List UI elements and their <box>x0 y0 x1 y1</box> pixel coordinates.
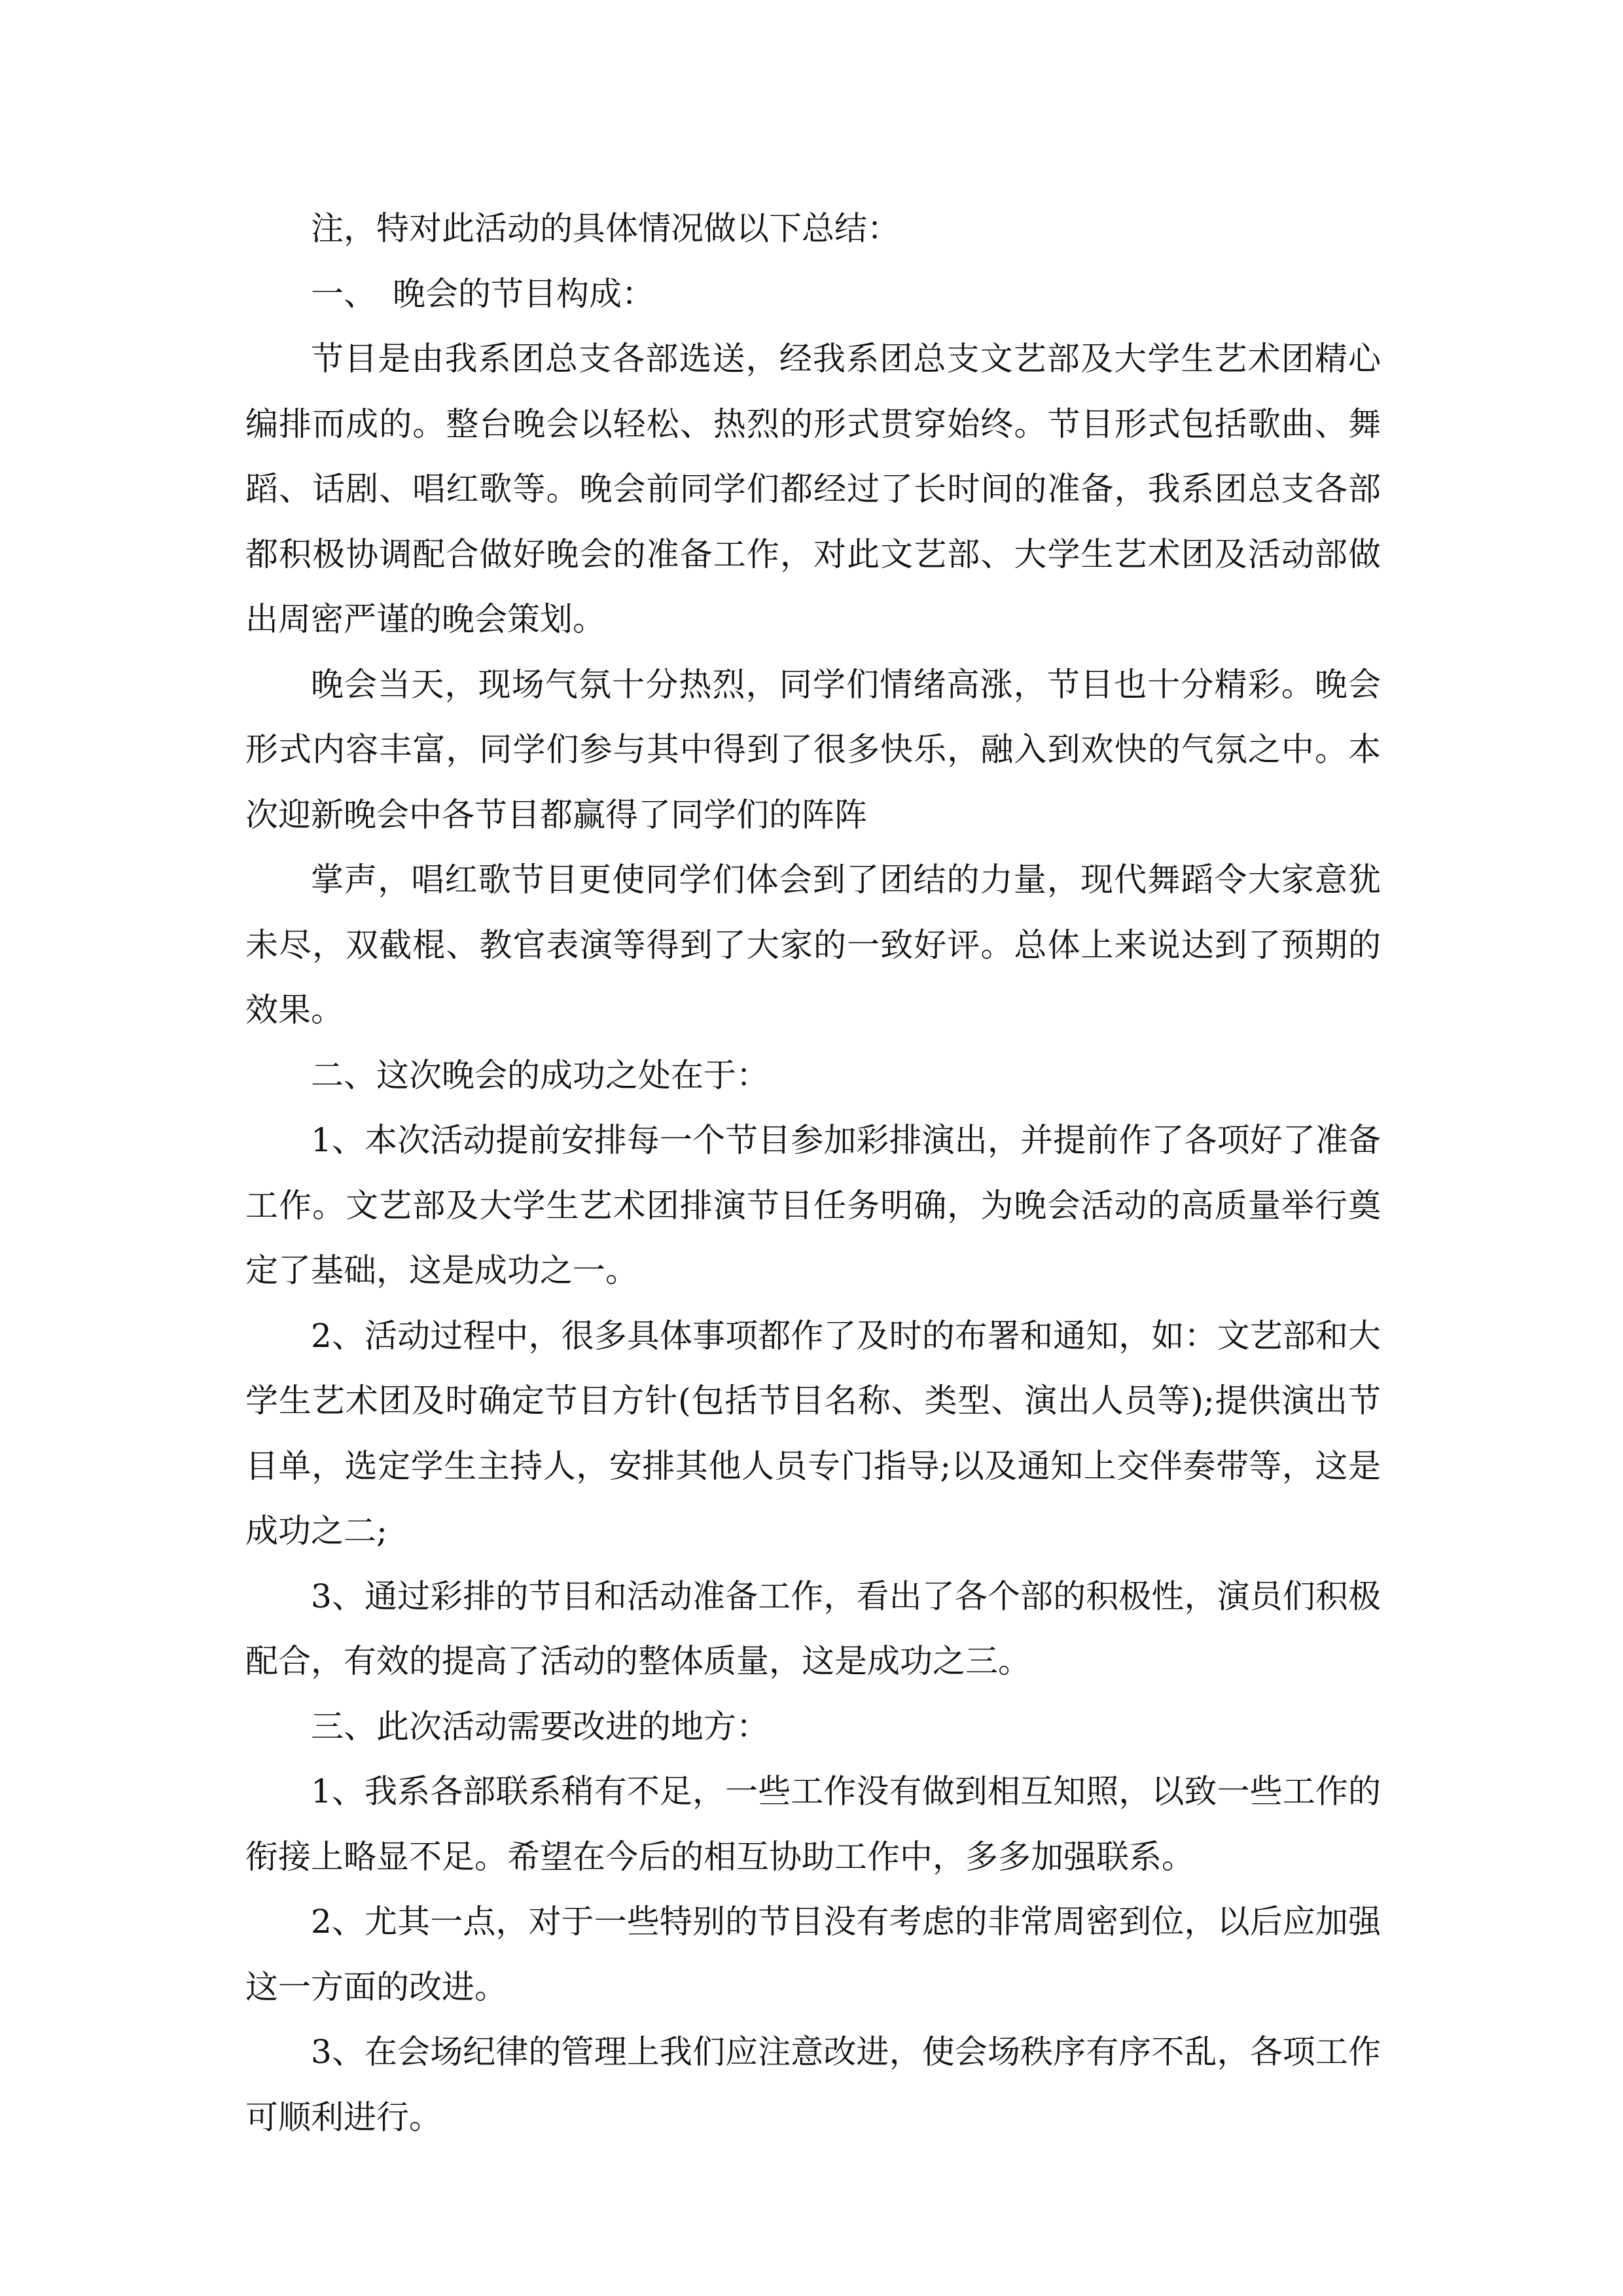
paragraph-improvement-1: 1、我系各部联系稍有不足，一些工作没有做到相互知照，以致一些工作的衔接上略显不足。希望在今后的相互协助工作中，多多加强联系。 <box>245 1772 1381 1876</box>
paragraph-improvement-2: 2、尤其一点，对于一些特别的节目没有考虑的非常周密到位，以后应加强这一方面的改进。 <box>245 1903 1381 2006</box>
heading-improvements: 三、此次活动需要改进的地方： <box>311 1707 769 1746</box>
heading-successes: 二、这次晚会的成功之处在于： <box>311 1056 769 1094</box>
paragraph-intro-note: 注，特对此活动的具体情况做以下总结： <box>311 209 900 247</box>
paragraph-success-1: 1、本次活动提前安排每一个节目参加彩排演出，并提前作了各项好了准备工作。文艺部及大学生艺术团排演节目任务明确，为晚会活动的高质量举行奠定了基础，这是成功之一。 <box>245 1121 1381 1289</box>
paragraph-event-day: 晚会当天，现场气氛十分热烈，同学们情绪高涨，节目也十分精彩。晚会形式内容丰富，同学们参与其中得到了很多快乐，融入到欢快的气氛之中。本次迎新晚会中各节目都赢得了同学们的阵阵 <box>245 665 1381 834</box>
paragraph-success-3: 3、通过彩排的节目和活动准备工作，看出了各个部的积极性，演员们积极配合，有效的提高了活动的整体质量，这是成功之三。 <box>245 1577 1381 1680</box>
paragraph-improvement-3: 3、在会场纪律的管理上我们应注意改进，使会场秩序有序不乱，各项工作可顺利进行。 <box>245 2033 1381 2136</box>
document-body <box>245 196 1381 2150</box>
heading-program-composition: 一、 晚会的节目构成： <box>311 274 654 313</box>
paragraph-success-2: 2、活动过程中，很多具体事项都作了及时的布署和通知，如：文艺部和大学生艺术团及时确定节目方针(包括节目名称、类型、演出人员等);提供演出节目单，选定学生主持人，安排其他人员专门指导;以及通知上交伴奏带等，这是成功之二; <box>245 1316 1381 1550</box>
paragraph-applause: 掌声，唱红歌节目更使同学们体会到了团结的力量，现代舞蹈令大家意犹未尽，双截棍、教官表演等得到了大家的一致好评。总体上来说达到了预期的效果。 <box>245 861 1381 1029</box>
paragraph-program-description: 节目是由我系团总支各部选送，经我系团总支文艺部及大学生艺术团精心编排而成的。整台晚会以轻松、热烈的形式贯穿始终。节目形式包括歌曲、舞蹈、话剧、唱红歌等。晚会前同学们都经过了长时间的准备，我系团总支各部都积极协调配合做好晚会的准备工作，对此文艺部、大学生艺术团及活动部做出周密严谨的晚会策划。 <box>245 340 1381 638</box>
